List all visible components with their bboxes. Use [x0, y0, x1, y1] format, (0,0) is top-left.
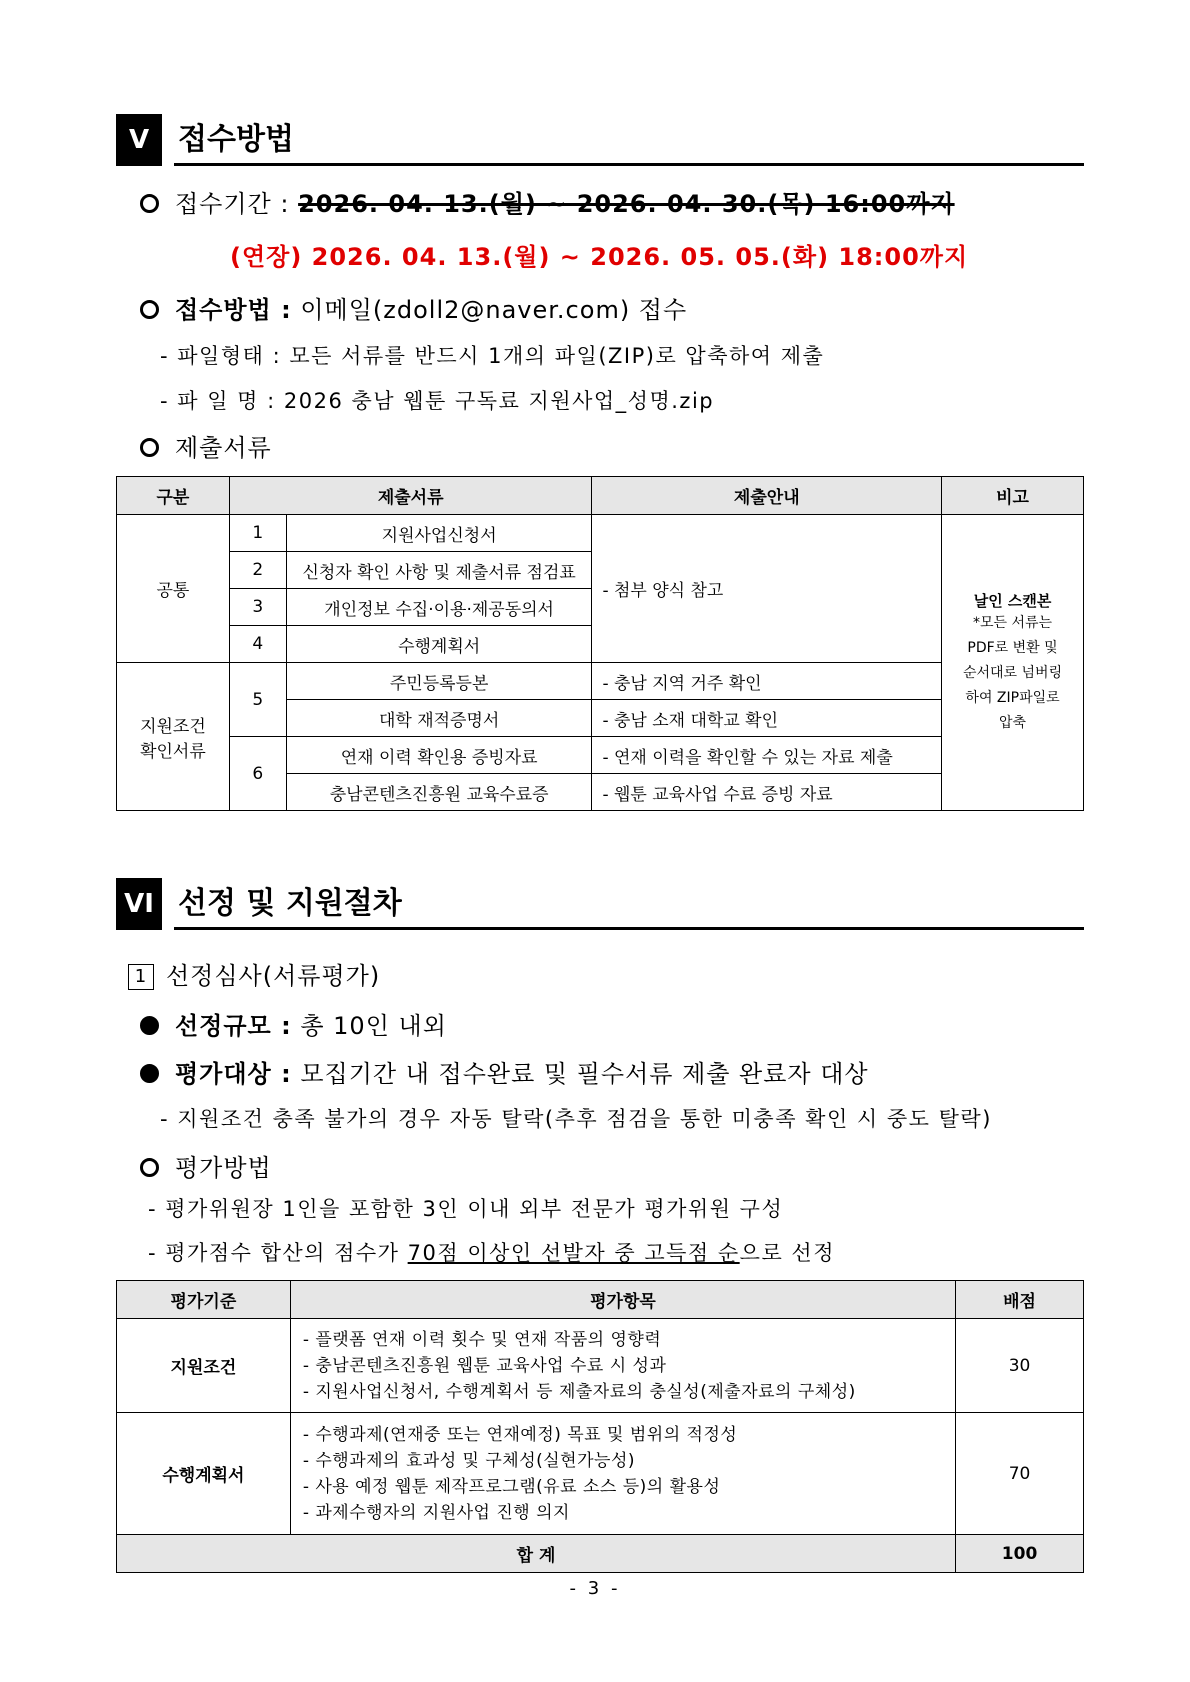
doc-name: 충남콘텐츠진흥원 교육수료증 [286, 774, 592, 811]
doc-no: 1 [229, 515, 286, 552]
circle-bullet-icon [140, 438, 159, 457]
eval-method-label: 평가방법 [175, 1154, 272, 1182]
method-line [140, 290, 687, 325]
doc-no: 3 [229, 589, 286, 626]
doc-guide: - 연재 이력을 확인할 수 있는 자료 제출 [592, 737, 942, 774]
table-row [117, 737, 1084, 774]
page-number: - 3 - [569, 1578, 621, 1599]
eval-item: - 사용 예정 웹툰 제작프로그램(유료 소스 등)의 활용성 [302, 1476, 721, 1497]
underlined-text: 70점 이상인 선발자 중 고득점 순 [407, 1241, 740, 1265]
note-line: *모든 서류는 [973, 614, 1053, 631]
eval-item: - 수행과제(연재중 또는 연재예정) 목표 및 범위의 적정성 [302, 1424, 738, 1445]
doc-no: 6 [229, 737, 286, 811]
eval-method-item-1: - 평가위원장 1인을 포함한 3인 이내 외부 전문가 평가위원 구성 [148, 1197, 784, 1221]
period-label: 접수기간 : [175, 190, 290, 218]
score: 30 [956, 1319, 1084, 1413]
doc-name: 연재 이력 확인용 증빙자료 [286, 737, 592, 774]
eval-items [290, 1319, 955, 1413]
section-5-rule [174, 163, 1084, 166]
section-6-rule [174, 927, 1084, 930]
text-part: - 평가점수 합산의 점수가 [148, 1241, 408, 1265]
table-row [117, 1319, 1084, 1413]
docs-label: 제출서류 [175, 434, 272, 462]
table-header-row [117, 1281, 1084, 1319]
doc-guide: - 충남 지역 거주 확인 [592, 663, 942, 700]
section-5-header [116, 114, 1084, 166]
total-label: 합 계 [117, 1535, 956, 1573]
section-5-title: 접수방법 [178, 122, 294, 157]
doc-no: 5 [229, 663, 286, 737]
scale-value: 총 10인 내외 [300, 1012, 447, 1040]
section-5-number: V [116, 114, 162, 166]
doc-no: 2 [229, 552, 286, 589]
file-name-line: - 파 일 명 : 2026 충남 웹툰 구독료 지원사업_성명.zip [160, 389, 715, 413]
doc-name: 신청자 확인 사항 및 제출서류 점검표 [286, 552, 592, 589]
period-new: (연장) 2026. 04. 13.(월) ~ 2026. 05. 05.(화) 18:00까지 [230, 243, 969, 271]
period-old: 2026. 04. 13.(월) ~ 2026. 04. 30.(목) 16:00까지 [298, 190, 955, 218]
table-header: 구분 [117, 477, 230, 515]
doc-guide: - 웹툰 교육사업 수료 증빙 자료 [592, 774, 942, 811]
text-part: 으로 선정 [739, 1241, 835, 1265]
target-value: 모집기간 내 접수완료 및 필수서류 제출 완료자 대상 [300, 1060, 869, 1088]
method-value: 이메일(zdoll2@naver.com) 접수 [300, 296, 688, 324]
subsection-1-title [128, 956, 380, 992]
eval-item: - 플랫폼 연재 이력 횟수 및 연재 작품의 영향력 [302, 1329, 662, 1350]
table-row [117, 515, 1084, 552]
note-line: 순서대로 넘버링 [962, 664, 1063, 681]
filled-bullet-icon [140, 1016, 159, 1035]
section-6-title: 선정 및 지원절차 [178, 886, 402, 921]
table-header: 제출서류 [229, 477, 592, 515]
file-type-line: - 파일형태 : 모든 서류를 반드시 1개의 파일(ZIP)로 압축하여 제출 [160, 344, 825, 368]
circle-bullet-icon [140, 1158, 159, 1177]
eval-method-line [140, 1148, 272, 1183]
doc-name: 개인정보 수집·이용·제공동의서 [286, 589, 592, 626]
note-line: 하여 ZIP파일로 [965, 689, 1060, 706]
score: 70 [956, 1413, 1084, 1535]
criterion: 지원조건 [117, 1319, 291, 1413]
doc-no: 4 [229, 626, 286, 663]
group-common: 공통 [117, 515, 230, 663]
target-note: - 지원조건 충족 불가의 경우 자동 탈락(추후 점검을 통한 미충족 확인 시 중도 탈락) [160, 1107, 992, 1131]
circle-bullet-icon [140, 300, 159, 319]
table-row [117, 663, 1084, 700]
eval-method-item-2 [148, 1237, 835, 1267]
total-score: 100 [956, 1535, 1084, 1573]
eval-items [290, 1413, 955, 1535]
total-row [117, 1535, 1084, 1573]
section-6-number: VI [116, 878, 162, 930]
scale-line [140, 1006, 447, 1041]
common-guide: - 첨부 양식 참고 [592, 515, 942, 663]
eval-item: - 과제수행자의 지원사업 진행 의지 [302, 1502, 570, 1523]
note-cell [942, 515, 1084, 811]
subsection-title: 선정심사(서류평가) [166, 962, 381, 990]
period-new-line [230, 237, 968, 272]
doc-name: 대학 재적증명서 [286, 700, 592, 737]
evaluation-table [116, 1280, 1084, 1573]
doc-name: 주민등록등본 [286, 663, 592, 700]
documents-table [116, 476, 1084, 811]
docs-line [140, 428, 272, 463]
boxed-number: 1 [128, 964, 154, 990]
target-line [140, 1054, 869, 1089]
criterion: 수행계획서 [117, 1413, 291, 1535]
table-header: 제출안내 [592, 477, 942, 515]
method-label: 접수방법 : [175, 296, 292, 324]
note-title: 날인 스캔본 [973, 591, 1052, 610]
group-label: 확인서류 [140, 741, 206, 762]
note-line: 압축 [999, 714, 1027, 731]
table-header: 비고 [942, 477, 1084, 515]
period-line [140, 184, 955, 219]
doc-name: 지원사업신청서 [286, 515, 592, 552]
doc-name: 수행계획서 [286, 626, 592, 663]
table-row [117, 1413, 1084, 1535]
eval-item: - 수행과제의 효과성 및 구체성(실현가능성) [302, 1450, 636, 1471]
note-line: PDF로 변환 및 [967, 639, 1058, 656]
table-header: 배점 [956, 1281, 1084, 1319]
eval-item: - 충남콘텐츠진흥원 웹툰 교육사업 수료 시 성과 [302, 1355, 667, 1376]
group-condition [117, 663, 230, 811]
scale-label: 선정규모 : [175, 1012, 292, 1040]
target-label: 평가대상 : [175, 1060, 292, 1088]
filled-bullet-icon [140, 1064, 159, 1083]
eval-item: - 지원사업신청서, 수행계획서 등 제출자료의 충실성(제출자료의 구체성) [302, 1381, 856, 1402]
table-header-row [117, 477, 1084, 515]
circle-bullet-icon [140, 194, 159, 213]
table-header: 평가항목 [290, 1281, 955, 1319]
group-label: 지원조건 [140, 716, 206, 737]
table-header: 평가기준 [117, 1281, 291, 1319]
section-6-header [116, 878, 1084, 930]
doc-guide: - 충남 소재 대학교 확인 [592, 700, 942, 737]
